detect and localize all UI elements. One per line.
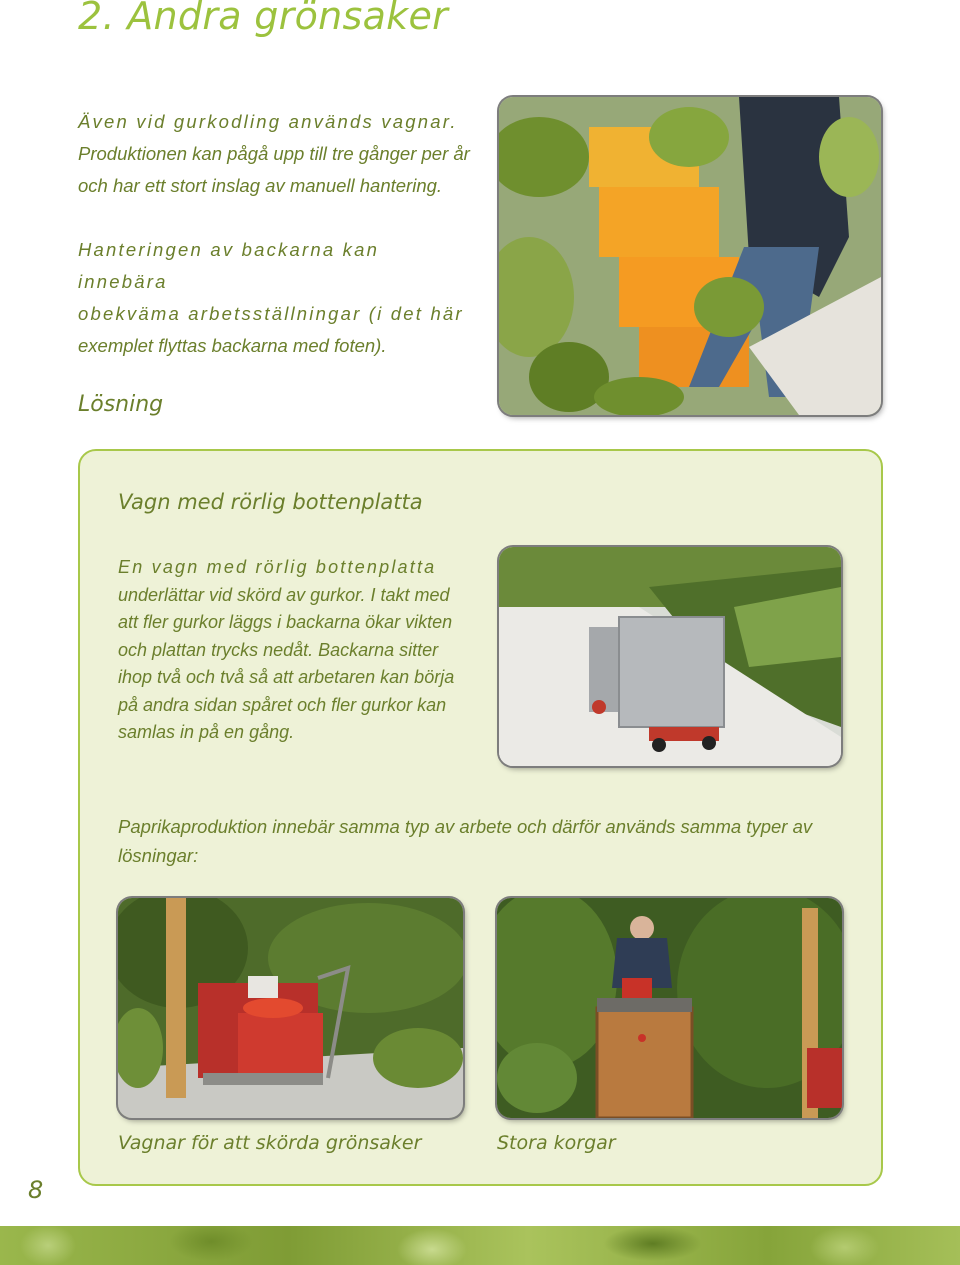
photo-pepper-trolley xyxy=(118,898,463,1118)
footer-leaf-band xyxy=(0,1226,960,1265)
solution-box-text xyxy=(118,554,470,747)
photo-large-basket xyxy=(497,898,842,1118)
intro-paragraph-1 xyxy=(78,106,470,202)
photo-cucumber-crates xyxy=(499,97,881,415)
solution-box-first-line: En vagn med rörlig bottenplatta xyxy=(118,557,437,577)
solution-box-title: Vagn med rörlig bottenplatta xyxy=(118,490,423,514)
intro-p2-line-3: exemplet flyttas backarna med foten). xyxy=(78,335,387,356)
intro-p2-line-2: obekväma arbetsställningar (i det här xyxy=(78,303,464,324)
caption-large-baskets: Stora korgar xyxy=(497,1132,616,1154)
photo-cart-movable-plate xyxy=(499,547,841,766)
solution-label: Lösning xyxy=(78,392,164,417)
solution-box-rest: underlättar vid skörd av gurkor. I takt med att fler gurkor läggs i backarna ökar vikten och plattan trycks nedåt. Backarna sitter ihop två och två så att arbetaren kan börja på andra sidan spåret och fler gurkor kan samlas in på en gång. xyxy=(118,584,455,742)
intro-paragraph-2 xyxy=(78,234,470,362)
caption-harvest-carts: Vagnar för att skörda grönsaker xyxy=(118,1132,422,1154)
intro-p1-rest: Produktionen kan pågå upp till tre gånger per år och har ett stort inslag av manuell hantering. xyxy=(78,143,470,196)
page-number: 8 xyxy=(28,1176,44,1204)
intro-p1-first-line: Även vid gurkodling används vagnar. xyxy=(78,111,458,132)
intro-p2-line-1: Hanteringen av backarna kan innebära xyxy=(78,239,380,292)
paprika-paragraph: Paprikaproduktion innebär samma typ av arbete och därför används samma typer av lösningar: xyxy=(118,816,813,866)
page-heading: 2. Andra grönsaker xyxy=(78,0,449,38)
